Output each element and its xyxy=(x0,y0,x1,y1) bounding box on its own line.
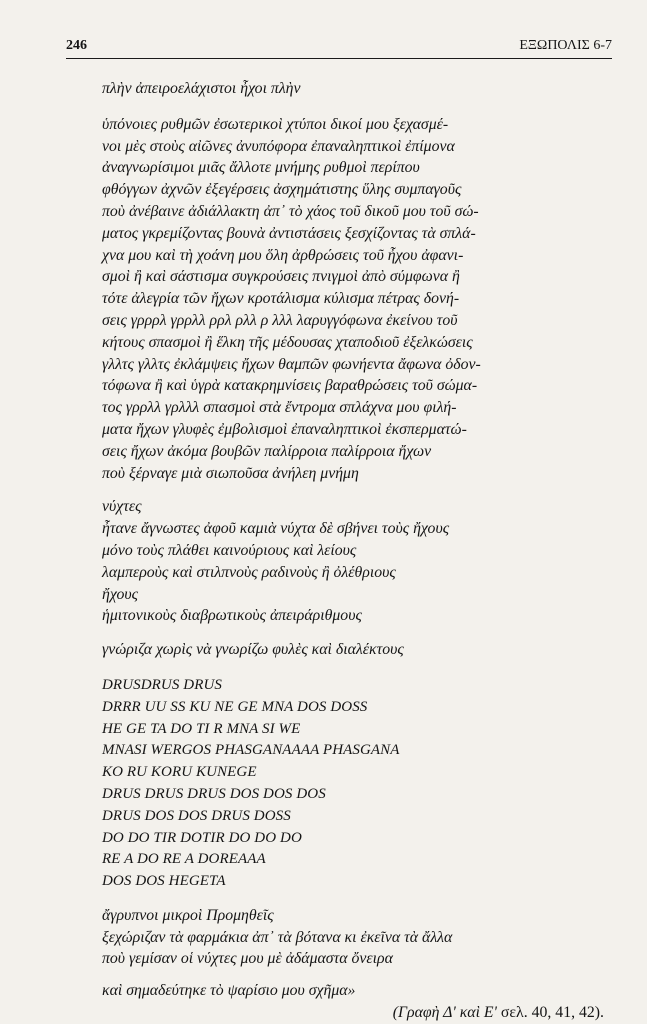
dialects-line: γνώριζα χωρὶς νὰ γνωρίζω φυλὲς καὶ διαλέκτους xyxy=(102,641,404,659)
poem-line: κήτους σπασμοὶ ἢ ἕλκη τῆς μέδουσας χταποδιοῦ ἐξελκώσεις xyxy=(102,333,473,351)
latin-line: RE A DO RE A DOREAAA xyxy=(102,851,266,868)
poem-line: ὑπόνοιες ρυθμῶν ἐσωτερικοὶ χτύποι δικοί μου ξεχασμέ- xyxy=(102,115,449,133)
latin-line: DRUS DRUS DRUS DOS DOS DOS xyxy=(102,785,326,802)
latin-line: DRRR UU SS KU NE GE MNA DOS DOSS xyxy=(102,698,368,715)
poem-line: νοι μὲς στοὺς αἰῶνες ἀνυπόφορα ἐπαναληπτικοὶ ἐπίμονα xyxy=(102,137,455,155)
poem-line: ποὺ ἀνέβαινε ἀδιάλλακτη ἀπ᾽ τὸ χάος τοῦ δικοῦ μου τοῦ σώ- xyxy=(102,202,479,220)
latin-line: DOS DOS HEGETA xyxy=(102,873,226,890)
paragraph-nights xyxy=(102,496,614,627)
poem-line: νύχτες xyxy=(102,498,142,516)
poem-line: ματα ἤχων γλυφὲς ἐμβολισμοὶ ἐπαναληπτικοὶ ἐκσπερματώ- xyxy=(102,420,467,438)
paragraph-prometheus xyxy=(102,905,614,970)
paragraph-sounds xyxy=(102,114,614,485)
credit-pages: σελ. 40, 41, 42). xyxy=(500,1004,604,1022)
poem-line: σμοὶ ἢ καὶ σάστισμα συγκρούσεις πνιγμοὶ ἀπὸ σύμφωνα ἢ xyxy=(102,268,460,286)
latin-line: DO DO TIR DOTIR DO DO DO xyxy=(102,829,302,846)
latin-line: MNASI WERGOS PHASGANAAAA PHASGANA xyxy=(102,742,400,759)
source-credit xyxy=(102,1002,614,1024)
latin-line: HE GE TA DO TI R MNA SI WE xyxy=(102,720,301,737)
poem-line: ματος γκρεμίζοντας βουνὰ ἀντιστάσεις ξεσχίζοντας τὰ σπλά- xyxy=(102,224,476,242)
poem-line: ἡμιτονικοὺς διαβρωτικοὺς ἀπειράριθμους xyxy=(102,607,362,625)
poem-line: γλλτς γλλτς ἐκλάμψεις ἤχων θαμπῶν φωνήεντα ἄφωνα ὀδον- xyxy=(102,355,481,373)
closing-line: καὶ σημαδεύτηκε τὸ ψαρίσιο μου σχῆμα» xyxy=(102,982,356,1000)
poem-line: χνα μου καὶ τὴ χοάνη μου ὅλη ἀρθρώσεις τοῦ ἦχου ἀφανι- xyxy=(102,246,464,264)
page-header xyxy=(66,38,612,59)
poem-line: ξεχώριζαν τὰ φαρμάκια ἀπ᾽ τὰ βότανα κι ἐκεῖνα τὰ ἄλλα xyxy=(102,928,453,946)
latin-line: DRUSDRUS DRUS xyxy=(102,676,223,693)
page-number: 246 xyxy=(66,38,87,53)
poem-line: τότε ἀλεγρία τῶν ἤχων κροτάλισμα κύλισμα πέτρας δονή- xyxy=(102,290,460,308)
credit-title: (Γραφὴ Δ' καὶ Ε' xyxy=(392,1004,497,1022)
poem-line: τόφωνα ἢ καὶ ὑγρὰ κατακρημνίσεις βαραθρώσεις τοῦ σώμα- xyxy=(102,377,478,395)
poem-line: ἤχους xyxy=(102,585,139,603)
poem-line: ἦτανε ἄγνωστες ἀφοῦ καμιὰ νύχτα δὲ σβήνει τοὺς ἤχους xyxy=(102,520,450,538)
poem-line: σεις γρρρλ γρρλλ ρρλ ρλλ ρ λλλ λαρυγγόφωνα ἐκείνου τοῦ xyxy=(102,311,458,329)
opening-line: πλὴν ἀπειροελάχιστοι ἦχοι πλὴν xyxy=(102,80,301,97)
poem-line: τος γρρλλ γρλλλ σπασμοὶ στὰ ἔντρομα σπλάχνα μου φιλή- xyxy=(102,399,457,417)
poem-body xyxy=(102,78,614,1024)
poem-line: λαμπεροὺς καὶ στιλπνοὺς ραδινοὺς ἢ ὀλέθριους xyxy=(102,563,396,581)
poem-line: φθόγγων ἀχνῶν ἐξεγέρσεις ἀσχημάτιστης ὕλης συμπαγοῦς xyxy=(102,181,462,199)
poem-line: ποὺ γεμίσαν οἱ νύχτες μου μὲ ἀδάμαστα ὄνειρα xyxy=(102,950,393,968)
latin-line: DRUS DOS DOS DRUS DOSS xyxy=(102,807,291,824)
poem-line: ἀναγνωρίσιμοι μιᾶς ἄλλοτε μνήμης ρυθμοὶ περίπου xyxy=(102,159,420,177)
poem-line: ποὺ ξέρναγε μιὰ σιωποῦσα ἀνήλεη μνήμη xyxy=(102,464,359,482)
poem-line: σεις ἤχων ἀκόμα βουβῶν παλίρροια παλίρροια ἤχων xyxy=(102,442,432,460)
running-title: ΕΞΩΠΟΛΙΣ 6-7 xyxy=(519,38,612,53)
latin-line: KO RU KORU KUNEGE xyxy=(102,764,257,781)
latin-verse xyxy=(102,675,614,893)
poem-line: μόνο τοὺς πλάθει καινούριους καὶ λείους xyxy=(102,541,357,559)
poem-line: ἄγρυπνοι μικροὶ Προμηθεῖς xyxy=(102,906,274,924)
